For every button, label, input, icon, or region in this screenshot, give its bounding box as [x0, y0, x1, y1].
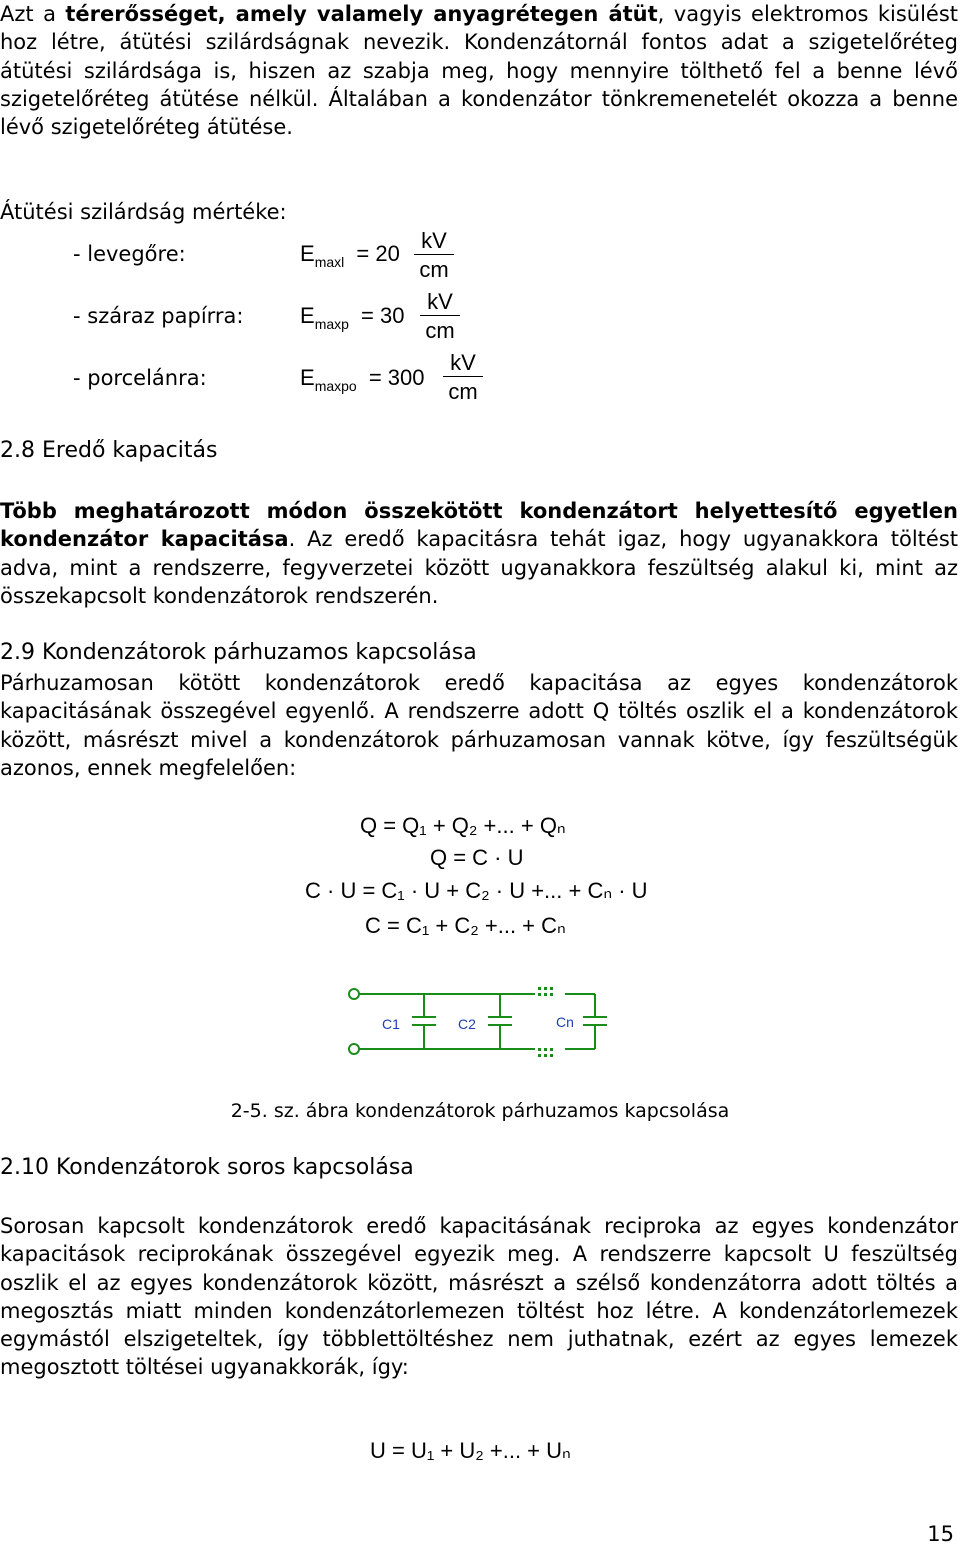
intro-paragraph	[0, 0, 958, 141]
intro-bold-definition: térerősséget, amely valamely anyagrétegen átüt	[65, 2, 658, 26]
capacitor-c1	[412, 994, 436, 1049]
unit-fraction: $\frac{kV}{cm}$	[420, 289, 460, 346]
strength-formula: $E_{maxp} = 30$	[300, 303, 405, 332]
intro-text-rest: , vagyis elektromos kisülést hoz létre, átütési szilárdságnak nevezik. Kondenzátornál fontos adat a szigetelőréteg átütési szilárdsága is, hiszen az szabja meg, hogy mennyire tölthető fel a benne lévő szigetelőréteg átütése nélkül. Általában a kondenzátor tönkremenetelét okozza a benne lévő szigetelőréteg átütése.	[0, 2, 959, 140]
equation-voltage-sum: U = U₁ + U₂ +... + Uₙ	[370, 1438, 571, 1463]
terminal-bottom	[349, 1044, 359, 1054]
equation-charge-capacitance: Q = C · U	[430, 845, 524, 870]
strength-label: - száraz papírra:	[73, 304, 244, 328]
parallel-circuit-diagram	[340, 975, 620, 1065]
section-heading-2-10: 2.10 Kondenzátorok soros kapcsolása	[0, 1155, 414, 1180]
intro-text-start: Azt a	[0, 2, 66, 26]
capacitor-c2	[488, 994, 512, 1049]
section-heading-2-9: 2.9 Kondenzátorok párhuzamos kapcsolása	[0, 640, 477, 665]
unit-fraction: $\frac{kV}{cm}$	[414, 228, 454, 285]
unit-fraction: $\frac{kV}{cm}$	[443, 350, 483, 407]
section-2-8-paragraph: Több meghatározott módon összekötött kondenzátort helyettesítő egyetlen kondenzátor kapacitása. Az eredő kapacitásra tehát igaz, hogy ugyanakkora töltést adva, mint a rendszerre, fegyverzetei között ugyanakkora feszültség alakul ki, mint az összekapcsolt kondenzátorok rendszerén.	[0, 499, 958, 608]
strength-formula: $E_{maxpo} = 300$	[300, 365, 425, 394]
section-2-10-paragraph: Sorosan kapcsolt kondenzátorok eredő kapacitásának reciproka az egyes kondenzátor kapacitások reciprokának összegével egyezik meg. A rendszerre kapcsolt U feszültség oszlik el az egyes kondenzátorok között, másrészt a szélső kondenzátorra adott töltés a megosztás miatt minden kondenzátorlemezen töltést hoz létre. A kondenzátorlemezek egymástól elszigeteltek, így többlettöltéshez nem juthatnak, ezért az egyes lemezek megosztott töltései ugyanakkorák, így:	[0, 1214, 958, 1380]
strength-title: Átütési szilárdság mértéke:	[0, 200, 287, 224]
equation-cu-sum: C · U = C₁ · U + C₂ · U +... + Cₙ · U	[305, 878, 648, 903]
strength-label: - levegőre:	[73, 242, 186, 266]
equation-capacitance-sum: C = C₁ + C₂ +... + Cₙ	[365, 913, 566, 938]
section-heading-2-8: 2.8 Eredő kapacitás	[0, 438, 218, 463]
ellipsis-dots	[538, 987, 553, 1057]
label-c2: C2	[458, 1016, 476, 1032]
page-number: 15	[927, 1522, 954, 1546]
strength-label: - porcelánra:	[73, 366, 207, 390]
strength-formula: $E_{maxl} = 20$	[300, 241, 400, 270]
terminal-top	[349, 989, 359, 999]
section-2-9-paragraph: Párhuzamosan kötött kondenzátorok eredő kapacitása az egyes kondenzátorok kapacitásának összegével egyenlő. A rendszerre adott Q töltés oszlik el a kondenzátorok között, másrészt mivel a kondenzátorok párhuzamosan vannak kötve, így feszültségük azonos, ennek megfelelően:	[0, 671, 958, 780]
figure-caption: 2-5. sz. ábra kondenzátorok párhuzamos kapcsolása	[230, 1100, 730, 1122]
equation-charge-sum: Q = Q₁ + Q₂ +... + Qₙ	[360, 813, 566, 838]
definition-bold: Több meghatározott módon összekötött kondenzátort helyettesítő egyetlen kondenzátor kapacitása	[0, 499, 958, 552]
label-c1: C1	[382, 1016, 400, 1032]
label-cn: Cn	[556, 1014, 574, 1030]
